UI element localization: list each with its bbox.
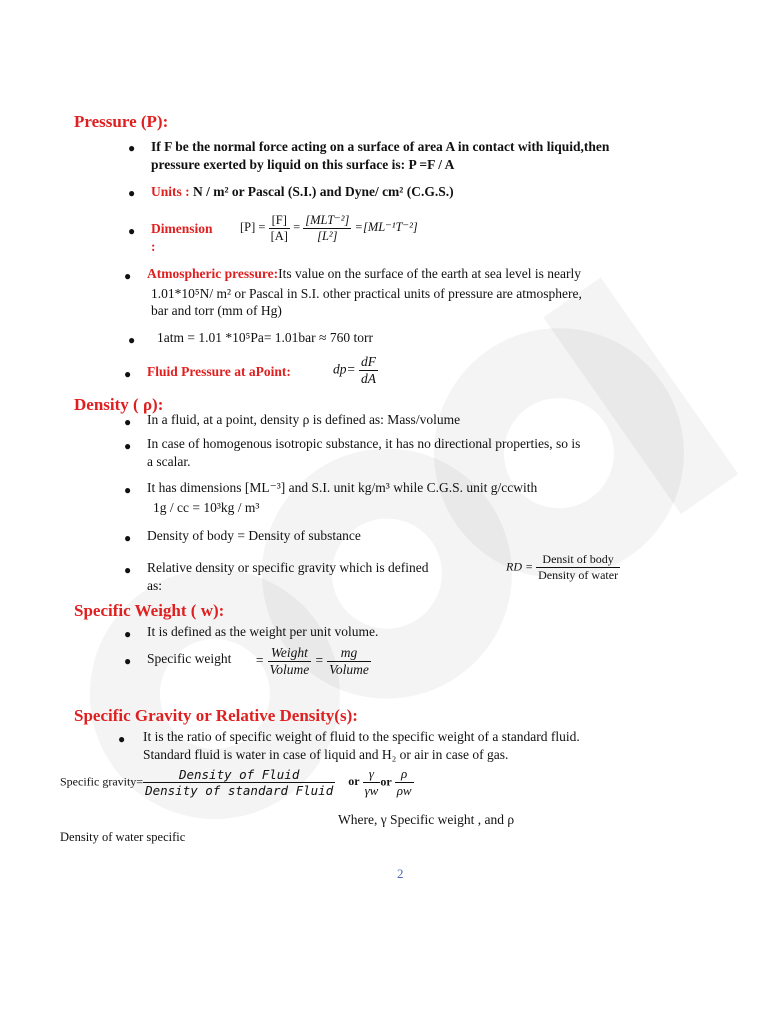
dim-m-num: [MLT⁻²] <box>305 213 350 227</box>
weight-heading: Specific Weight ( w): <box>74 601 225 620</box>
atm-line2: 1.01*10⁵N/ m² or Pascal in S.I. other practical units of pressure are atmosphere, <box>151 286 582 301</box>
rd-num: Densit of body <box>536 552 620 568</box>
units-line <box>151 184 454 200</box>
units-label: Units : <box>151 184 190 199</box>
dimension-formula <box>240 212 418 244</box>
weight-eq: = <box>255 652 265 668</box>
bullet-icon: ● <box>128 186 136 200</box>
gravity-r-den: ρw <box>396 783 412 798</box>
weight-line2: Specific weight <box>147 651 232 666</box>
point-num: dF <box>361 354 376 369</box>
weight-f1-num: Weight <box>268 645 312 662</box>
weight-f2-den: Volume <box>329 662 369 677</box>
dim-f-den: [A] <box>270 228 288 243</box>
gravity-lhs: Specific gravity= <box>60 774 144 789</box>
units-text: N / m² or Pascal (S.I.) and Dyne/ cm² (C.G.S.) <box>189 184 454 199</box>
weight-formula <box>255 645 371 678</box>
rd-formula <box>506 552 620 583</box>
gravity-or1: or <box>348 774 360 789</box>
gravity-line1: It is the ratio of specific weight of fluid to the specific weight of a standard fluid. <box>143 729 580 744</box>
bullet-icon: ● <box>124 415 132 429</box>
gravity-g-num: γ <box>363 766 381 783</box>
dimension-colon: : <box>151 239 156 254</box>
pressure-text-line2: pressure exerted by liquid on this surface is: P =F / A <box>151 157 455 172</box>
gravity-or2: or <box>380 774 392 789</box>
point-label: Fluid Pressure at aPoint: <box>147 364 291 379</box>
bullet-icon: ● <box>124 627 132 641</box>
density-line3a: It has dimensions [ML⁻³] and S.I. unit kg/m³ while C.G.S. unit g/ccwith <box>147 480 538 495</box>
rd-den: Density of water <box>538 568 619 582</box>
dim-eq: = <box>293 219 301 234</box>
point-formula <box>333 354 378 387</box>
dimension-lhs: [P] = <box>240 219 266 234</box>
point-den: dA <box>361 371 376 386</box>
density-heading: Density ( ρ): <box>74 395 164 414</box>
bullet-icon: ● <box>124 563 132 577</box>
rd-lhs: RD = <box>506 559 534 574</box>
bullet-icon: ● <box>128 224 136 238</box>
bullet-icon: ● <box>124 439 132 453</box>
gravity-where: Where, γ Specific weight , and ρ <box>338 812 515 827</box>
density-line2b: a scalar. <box>147 454 191 469</box>
density-line5b: as: <box>147 578 162 593</box>
weight-line1: It is defined as the weight per unit volume. <box>147 624 379 639</box>
density-line3b: 1g / cc = 10³kg / m³ <box>153 500 260 515</box>
atm-text: Its value on the surface of the earth at sea level is nearly <box>278 266 581 281</box>
dimension-label: Dimension <box>151 221 213 236</box>
bullet-icon: ● <box>128 333 136 347</box>
bullet-icon: ● <box>124 269 132 283</box>
density-line4: Density of body = Density of substance <box>147 528 361 543</box>
gravity-formula <box>60 766 414 799</box>
density-line5a: Relative density or specific gravity which is defined <box>147 560 429 575</box>
bullet-icon: ● <box>118 732 126 746</box>
gravity-heading: Specific Gravity or Relative Density(s): <box>74 706 358 725</box>
page-number: 2 <box>397 866 404 881</box>
gravity-f-num: Density of Fluid <box>143 767 335 783</box>
gravity-r-num: ρ <box>395 766 414 783</box>
weight-eq2: = <box>314 652 324 668</box>
atm-line1 <box>147 266 581 282</box>
atm-line3: bar and torr (mm of Hg) <box>151 303 282 318</box>
bullet-icon: ● <box>124 531 132 545</box>
gravity-g-den: γw <box>364 783 379 798</box>
pressure-text-line1: If F be the normal force acting on a surface of area A in contact with liquid,then <box>151 139 610 154</box>
dim-m-den: [L²] <box>317 229 338 243</box>
gravity-f-den: Density of standard Fluid <box>145 783 334 798</box>
bullet-icon: ● <box>124 483 132 497</box>
weight-f2-num: mg <box>327 645 371 662</box>
bullet-icon: ● <box>128 141 136 155</box>
gravity-line2: Standard fluid is water in case of liquid and H₂ or air in case of gas. <box>143 747 509 762</box>
bullet-icon: ● <box>124 367 132 381</box>
bullet-icon: ● <box>124 654 132 668</box>
weight-f1-den: Volume <box>269 662 310 677</box>
atm-equation: 1atm = 1.01 *10⁵Pa= 1.01bar ≈ 760 torr <box>157 330 373 345</box>
point-lhs: dp= <box>333 361 356 377</box>
pressure-heading: Pressure (P): <box>74 112 169 131</box>
gravity-density-water: Density of water specific <box>60 830 186 844</box>
dim-result: =[ML⁻¹T⁻²] <box>354 219 418 234</box>
dim-f-num: [F] <box>269 213 290 229</box>
atm-label: Atmospheric pressure: <box>147 266 279 281</box>
density-line2a: In case of homogenous isotropic substance, it has no directional properties, so is <box>147 436 581 451</box>
density-line1: In a fluid, at a point, density ρ is defined as: Mass/volume <box>147 412 461 427</box>
